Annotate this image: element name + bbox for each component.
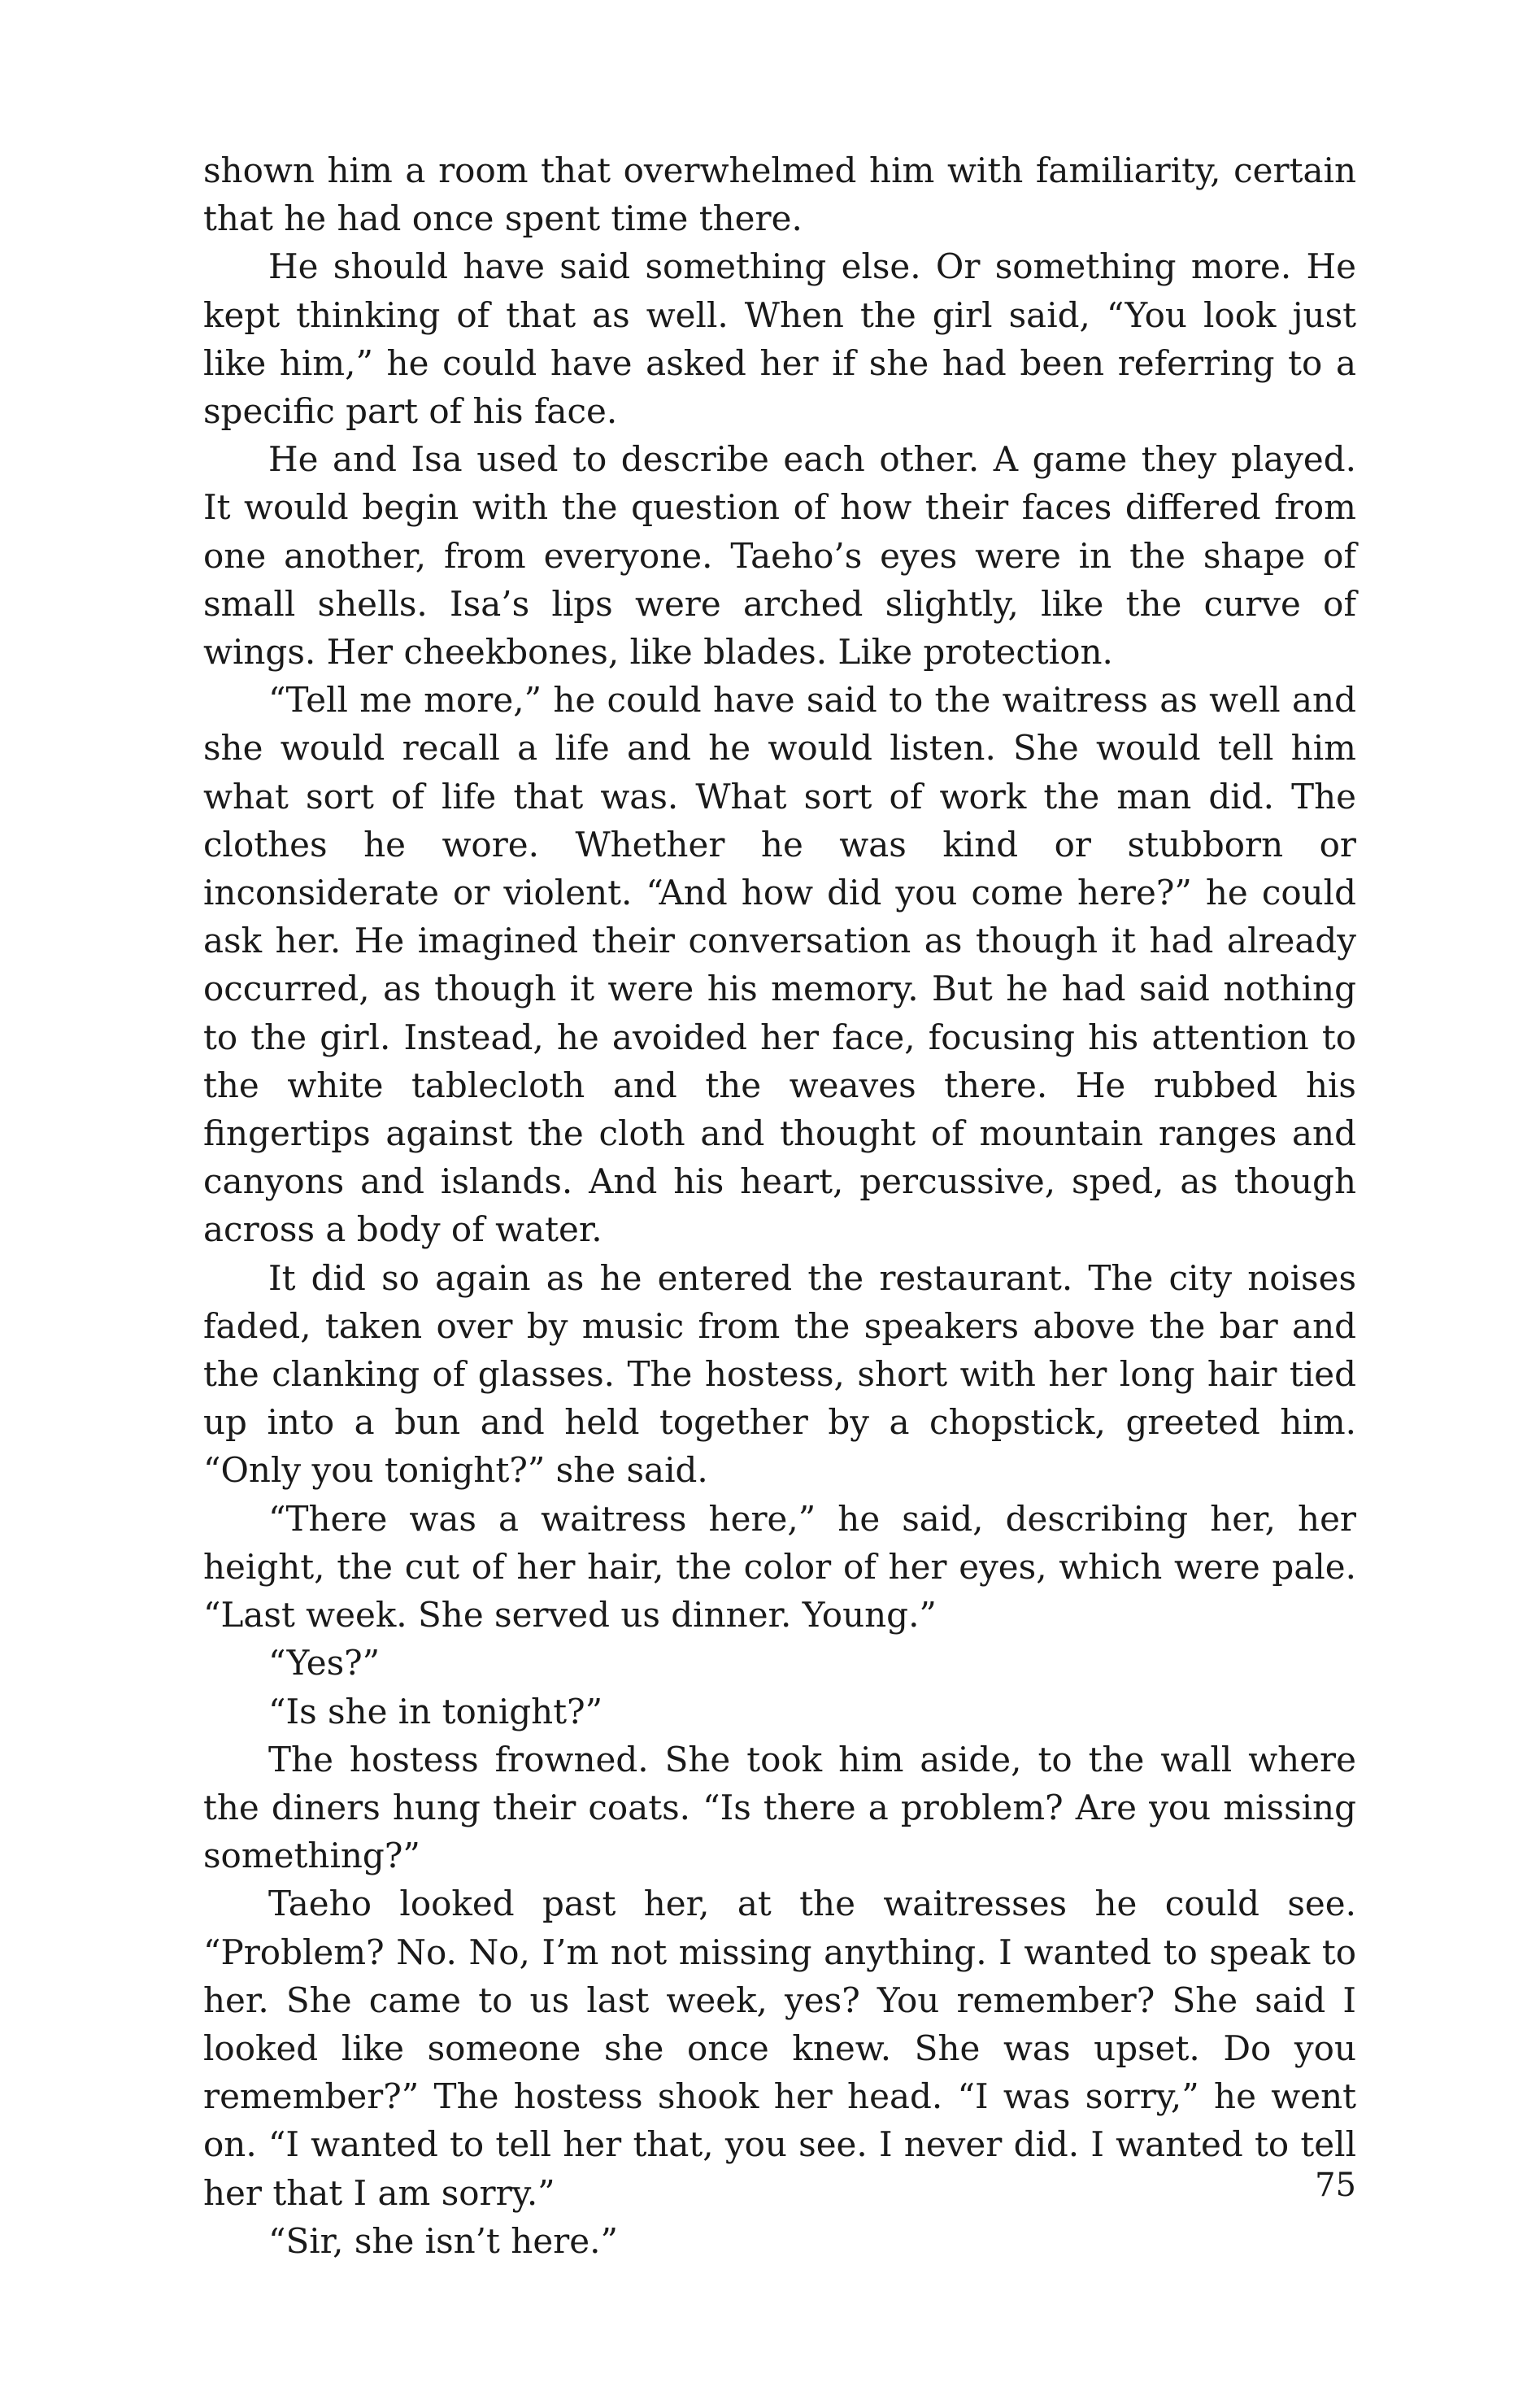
paragraph: It did so again as he entered the restaurant. The city noises faded, taken over by music from the speakers above the bar and the clanking of glasses. The hostess, short with her long hair tied up into a bun and held together by a chopstick, greeted him. “Only you tonight?” she said. (203, 1257, 1356, 1491)
paragraph: “Is she in tonight?” (268, 1691, 603, 1731)
paragraph: Taeho looked past her, at the waitresses he could see. “Problem? No. No, I’m not missing anything. I wanted to speak to her. She came to us last week, yes? You remember? She said I looked like someone she once knew. She was upset. Do you remember?” The hostess shook her head. “I was sorry,” he went on. “I wanted to tell her that, you see. I never did. I wanted to tell her that I am sorry.” (203, 1884, 1356, 2213)
paragraph: “There was a waitress here,” he said, describing her, her height, the cut of her hair, the color of her eyes, which were pale. “Last week. She served us dinner. Young.” (203, 1498, 1356, 1636)
paragraph: He should have said something else. Or something more. He kept thinking of that as well. When the girl said, “You look just like him,” he could have asked her if she had been referring to a specific part of his face. (203, 246, 1356, 432)
paragraph: “Sir, she isn’t here.” (268, 2220, 618, 2261)
paragraph: “Yes?” (268, 1643, 381, 1684)
paragraph: shown him a room that overwhelmed him with familiarity, certain that he had once spent time there. (203, 150, 1356, 239)
paragraph: He and Isa used to describe each other. A game they played. It would begin with the question of how their faces differed from one another, from everyone. Taeho’s eyes were in the shape of small shells. Isa’s lips were arched slightly, like the curve of wings. Her cheekbones, like blades. Like protection. (203, 439, 1356, 673)
paragraph: “Tell me more,” he could have said to the waitress as well and she would recall a life and he would listen. She would tell him what sort of life that was. What sort of work the man did. The clothes he wore. Whether he was kind or stubborn or inconsiderate or violent. “And how did you come here?” he could ask her. He imagined their conversation as though it had already occurred, as though it were his memory. But he had said nothing to the girl. Instead, he avoided her face, focusing his attention to the white tablecloth and the weaves there. He rubbed his fingertips against the cloth and thought of mountain ranges and canyons and islands. And his heart, percussive, sped, as though across a body of water. (203, 680, 1356, 1250)
paragraph: The hostess frowned. She took him aside, to the wall where the diners hung their coats. “Is there a problem? Are you missing something?” (203, 1739, 1356, 1876)
body-text (203, 146, 1356, 2265)
page-number: 75 (1315, 2167, 1356, 2204)
